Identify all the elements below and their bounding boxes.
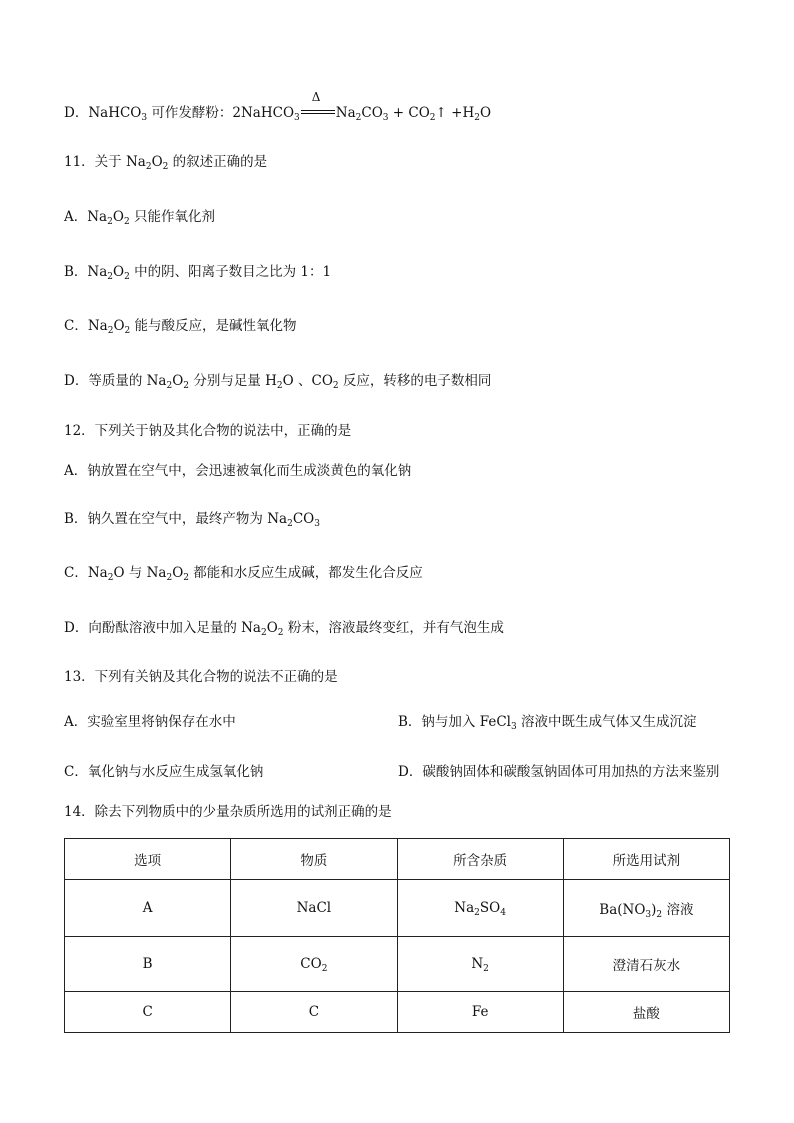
q12-option-c: C．$Na_2O$ 与 $Na_2O_2$ 都能和水反应生成碱，都发生化合反应	[64, 565, 423, 583]
q13-option-a: A．实验室里将钠保存在水中	[64, 714, 236, 730]
q13-option-d: D．碳酸钠固体和碳酸氢钠固体可用加热的方法来鉴别	[398, 764, 720, 780]
q12-stem: 12．下列关于钠及其化合物的说法中，正确的是	[64, 423, 352, 439]
cell-option: B	[65, 937, 231, 992]
q14-stem: 14．除去下列物质中的少量杂质所选用的试剂正确的是	[64, 804, 392, 820]
q12-option-a: A．钠放置在空气中，会迅速被氧化而生成淡黄色的氧化钠	[64, 463, 412, 479]
cell-reagent: $Ba(NO_3)_2$ 溶液	[563, 880, 729, 937]
cell-substance: $CO_2$	[231, 937, 397, 992]
cell-reagent: 澄清石灰水	[563, 937, 729, 992]
q12-option-b: B．钠久置在空气中，最终产物为 $Na_2CO_3$	[64, 511, 320, 529]
cell-reagent: 盐酸	[563, 992, 729, 1033]
q13-option-b: B．钠与加入 FeCl$_3$ 溶液中既生成气体又生成沉淀	[398, 714, 697, 732]
header-reagent: 所选用试剂	[563, 839, 729, 880]
table-row	[65, 937, 730, 992]
cell-option: A	[65, 880, 231, 937]
q11-option-c: C．$Na_2O_2$ 能与酸反应，是碱性氧化物	[64, 318, 297, 336]
cell-impurity: $Na_2SO_4$	[397, 880, 563, 937]
q13-stem: 13．下列有关钠及其化合物的说法不正确的是	[64, 669, 338, 685]
cell-option: C	[65, 992, 231, 1033]
q13-option-c: C．氧化钠与水反应生成氢氧化钠	[64, 764, 264, 780]
cell-substance: C	[231, 992, 397, 1033]
q10-option-d: D．NaHCO$_3$ 可作发酵粉：2NaHCO$_3$ Δ $Na_2CO_3$ + $CO_2↑ +H_2O$	[64, 90, 492, 123]
cell-impurity: $N_2$	[397, 937, 563, 992]
q11-option-a: A．$Na_2O_2$ 只能作氧化剂	[64, 209, 215, 227]
table-row	[65, 992, 730, 1033]
impurity-reagent-table	[64, 838, 730, 1033]
q11-option-b: B．$Na_2O_2$ 中的阴、阳离子数目之比为 1：1	[64, 264, 332, 282]
equation: 2NaHCO$_3$ Δ $Na_2CO_3$ + $CO_2↑ +H_2O$	[232, 90, 492, 123]
gas-arrow-icon: ↑	[435, 105, 447, 121]
q12-option-d: D．向酚酞溶液中加入足量的 $Na_2O_2$ 粉末，溶液最终变红，并有气泡生成	[64, 620, 504, 638]
header-substance: 物质	[231, 839, 397, 880]
q11-stem: 11．关于 $Na_2O_2$ 的叙述正确的是	[64, 154, 268, 172]
cell-substance: NaCl	[231, 880, 397, 937]
cell-impurity: Fe	[397, 992, 563, 1033]
table-header-row	[65, 839, 730, 880]
header-impurity: 所含杂质	[397, 839, 563, 880]
table-row	[65, 880, 730, 937]
heating-condition-sign: Δ	[301, 104, 335, 118]
header-option: 选项	[65, 839, 231, 880]
q11-option-d: D．等质量的 $Na_2O_2$ 分别与足量 $H_2O$ 、$CO_2$ 反应，转移的电子数相同	[64, 373, 492, 391]
